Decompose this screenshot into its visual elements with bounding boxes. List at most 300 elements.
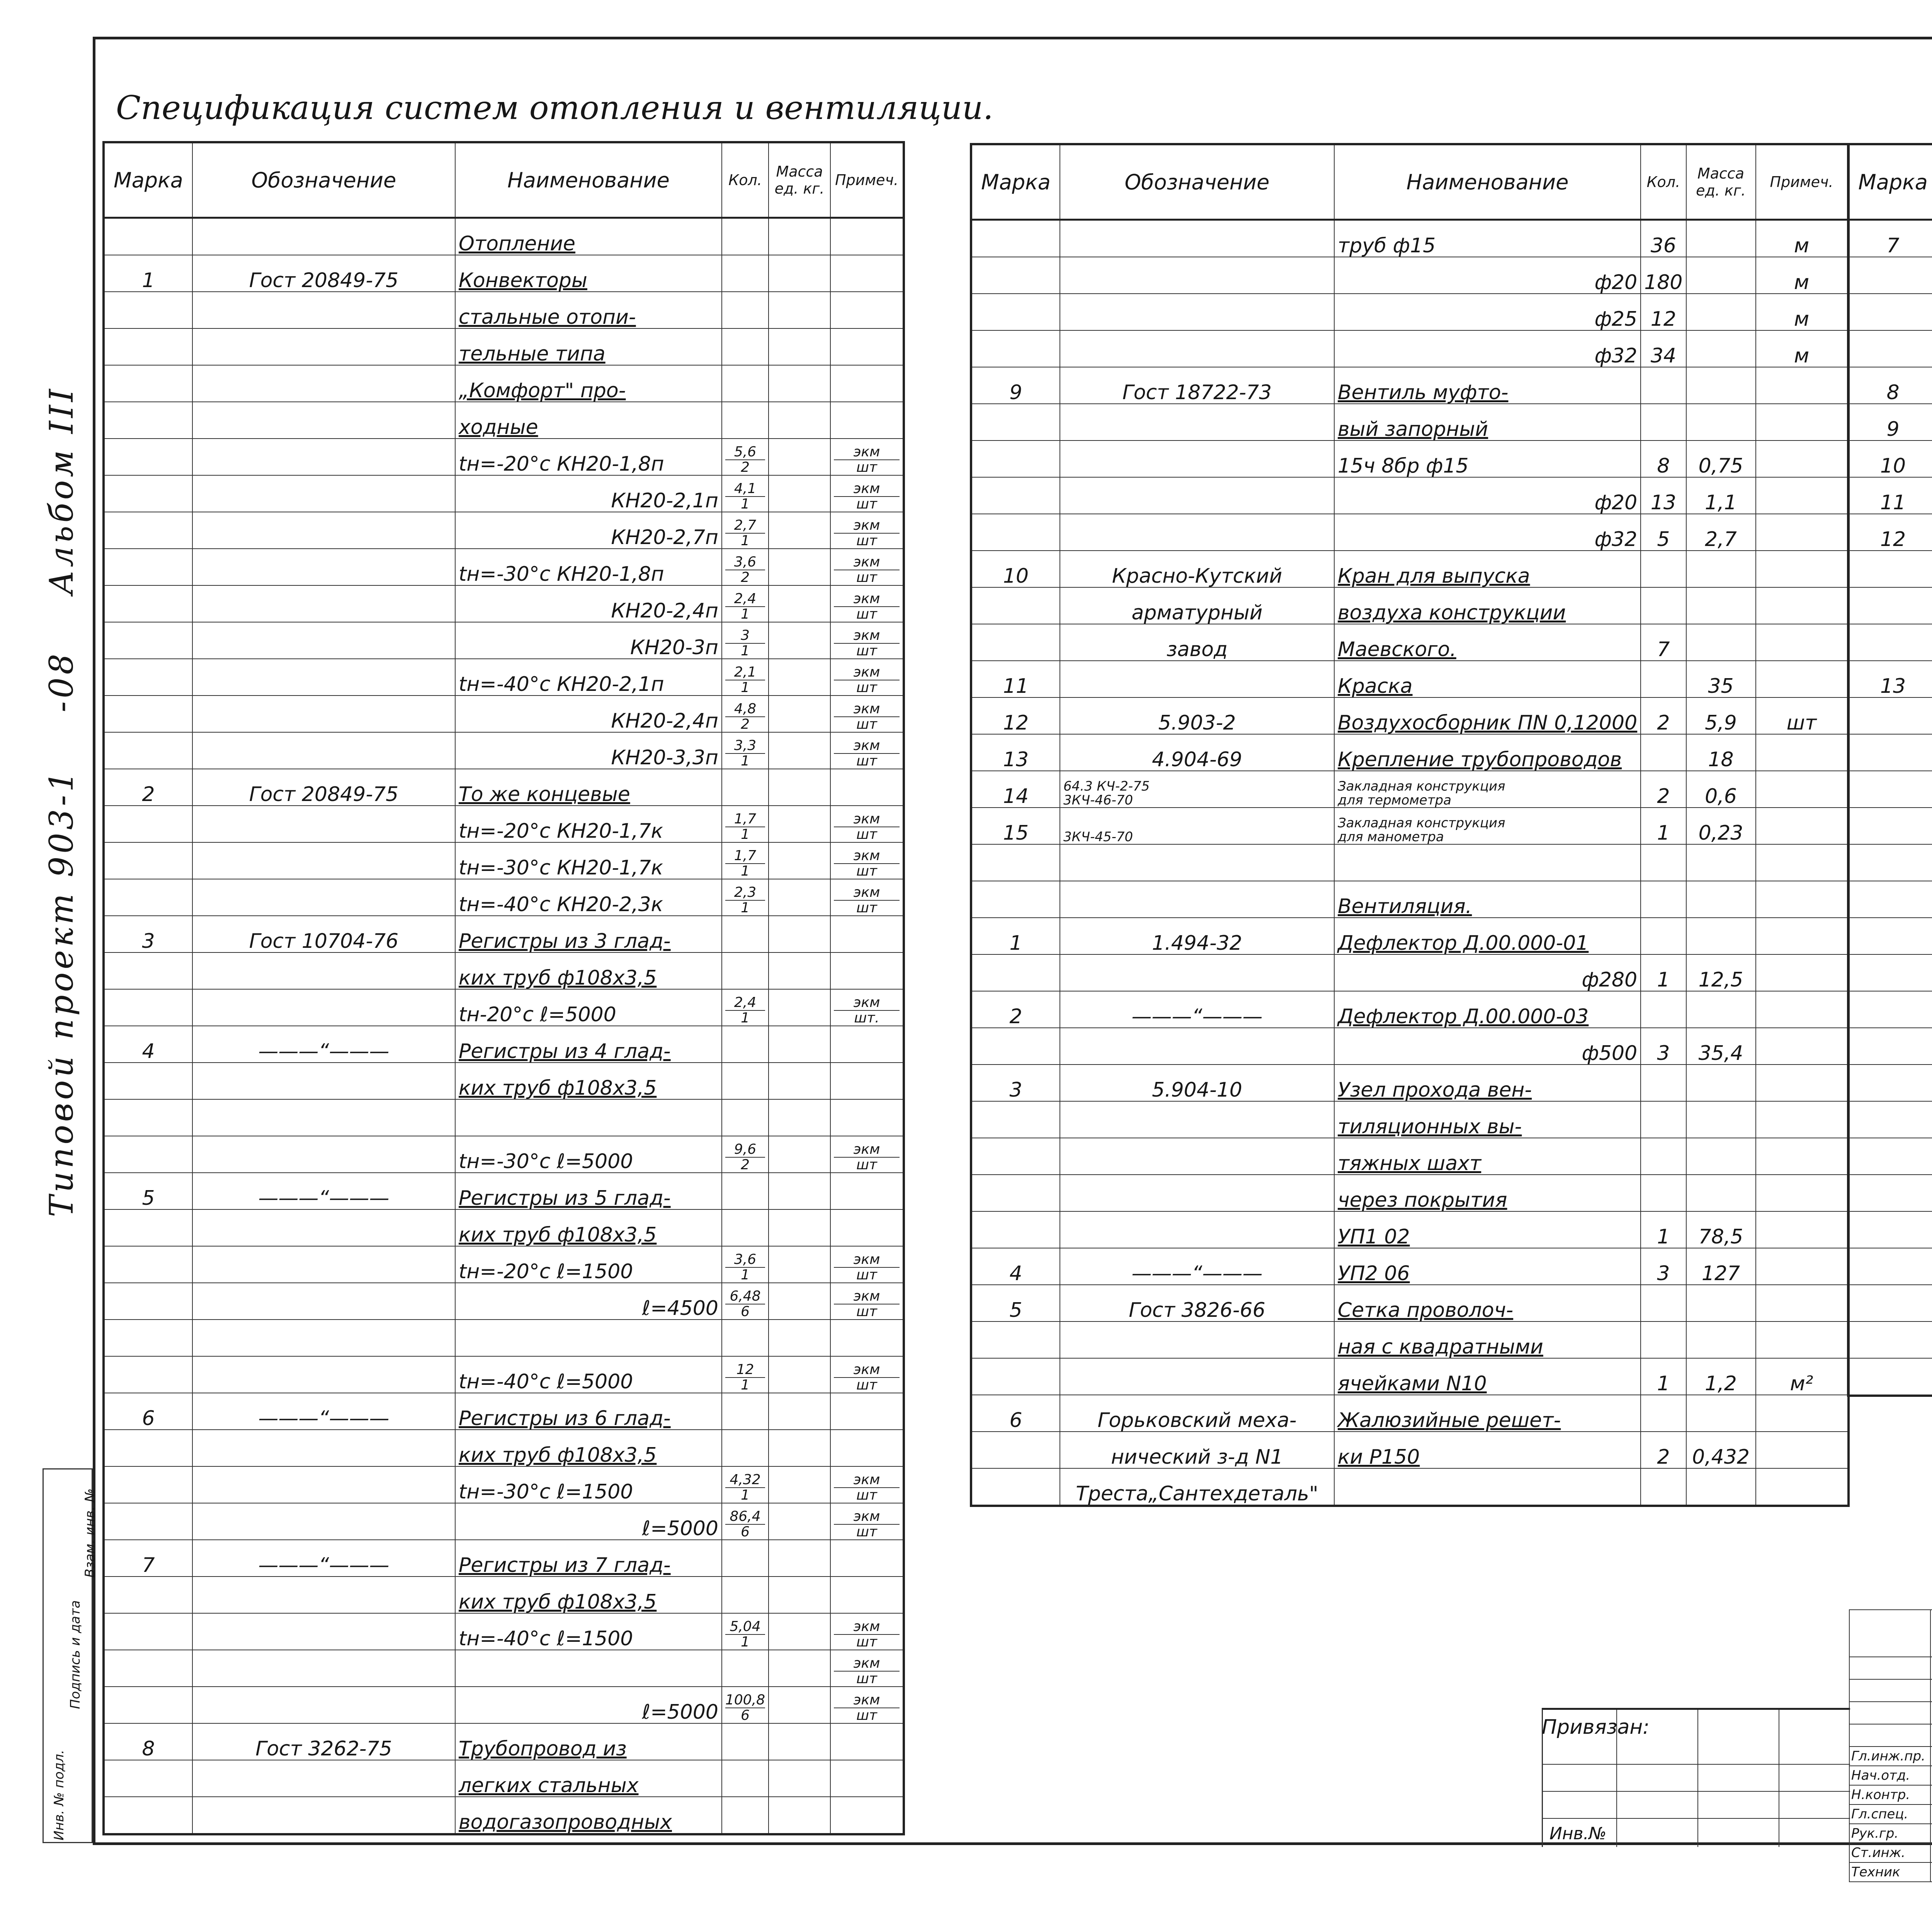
cell-mark [104, 879, 192, 916]
qty-numerator: 2,1 [725, 665, 765, 680]
qty-fraction [725, 1509, 765, 1539]
mass-value: 127 [1701, 1262, 1740, 1285]
cell-mark [104, 1466, 192, 1503]
table-row [1848, 1101, 1932, 1138]
table-row [104, 1209, 904, 1246]
cell-note [830, 1173, 904, 1209]
qty-fraction [725, 1473, 765, 1503]
cell-mark [104, 952, 192, 989]
cell-note [830, 1136, 904, 1173]
mass-value: 1,1 [1705, 491, 1737, 514]
cell-mass [769, 622, 830, 659]
cell-name [1334, 294, 1641, 330]
cell-note [1756, 1065, 1849, 1101]
table-row [104, 1650, 904, 1687]
designation-value: 5.903-2 [1158, 711, 1236, 734]
cell-mass [1686, 991, 1756, 1028]
cell-designation [1060, 844, 1334, 881]
cell-designation [192, 1687, 455, 1723]
stamp-cell [1849, 1702, 1930, 1724]
mark-value: 14 [1003, 785, 1029, 808]
designation-value: Гост 3262-75 [255, 1737, 392, 1760]
designation-value: Треста„Сантехдеталь" [1076, 1482, 1318, 1505]
cell-name [455, 1797, 722, 1834]
col-note: Примеч. [830, 142, 904, 218]
cell-note [830, 1797, 904, 1834]
note-fraction [834, 1656, 900, 1686]
name-value: УП2 06 [1338, 1262, 1410, 1285]
cell-mass [1686, 1028, 1756, 1065]
designation-value: Гост 20849-75 [249, 783, 399, 806]
cell-note [830, 659, 904, 696]
note-top: экм [834, 592, 900, 607]
cell-qty [1641, 844, 1686, 881]
cell-note [830, 218, 904, 255]
cell-mark [1848, 1065, 1932, 1101]
cell-mass [769, 1650, 830, 1687]
col-mark: Марка [104, 142, 192, 218]
cell-name [455, 1577, 722, 1613]
name-value: Вентиль муфто- [1338, 381, 1509, 404]
name-value-2: для термометра [1338, 793, 1452, 808]
cell-note [1756, 257, 1849, 294]
note-fraction [834, 1362, 900, 1393]
qty-denominator: 1 [741, 900, 750, 916]
qty-value: 12 [1650, 308, 1676, 330]
designation-value: ———“——— [1131, 1005, 1263, 1028]
qty-value: 34 [1650, 344, 1676, 367]
cell-note [830, 1577, 904, 1613]
col-mass: Масса ед. кг. [769, 142, 830, 218]
cell-mass [769, 1430, 830, 1466]
table-row [104, 1687, 904, 1723]
note-fraction [834, 445, 900, 475]
cell-designation [1060, 1175, 1334, 1211]
cell-mark [971, 330, 1060, 367]
cell-note [1756, 440, 1849, 477]
note-top: экм [834, 1509, 900, 1525]
note-bottom: шт [856, 1304, 878, 1320]
cell-designation [1060, 1028, 1334, 1065]
cell-name [1334, 440, 1641, 477]
cell-mark [1848, 624, 1932, 661]
qty-numerator: 3,6 [725, 1252, 765, 1268]
table-row [104, 842, 904, 879]
cell-qty [722, 402, 769, 439]
cell-mass [1686, 1248, 1756, 1285]
name-value: КН20-2,4п [611, 709, 718, 732]
table-row [1848, 954, 1932, 991]
stamp-row [1849, 1679, 1932, 1702]
cell-mass [1686, 771, 1756, 808]
cell-qty [722, 218, 769, 255]
cell-name [455, 439, 722, 475]
table-row [971, 1432, 1849, 1468]
table-row [1848, 551, 1932, 587]
table-row [104, 1246, 904, 1283]
cell-mark [971, 918, 1060, 954]
designation-value: Гост 3826-66 [1129, 1299, 1265, 1321]
table-row [1848, 661, 1932, 697]
qty-fraction [725, 1619, 765, 1650]
stamp-cell [1930, 1702, 1932, 1724]
cell-mass [769, 732, 830, 769]
cell-name [455, 475, 722, 512]
note-bottom: шт [856, 716, 878, 732]
designation-value: ———“——— [258, 1554, 389, 1577]
mass-value: 12,5 [1698, 968, 1743, 991]
qty-denominator: 1 [741, 1010, 750, 1026]
note-fraction [834, 518, 900, 548]
qty-value: 36 [1650, 234, 1676, 257]
cell-name [455, 842, 722, 879]
stamp-row [1849, 1766, 1932, 1785]
cell-designation [192, 1430, 455, 1466]
table-row [1848, 1065, 1932, 1101]
cell-note [830, 1209, 904, 1246]
cell-mass [1686, 1285, 1756, 1321]
cell-qty [1641, 1468, 1686, 1506]
cell-designation [1060, 367, 1334, 404]
cell-note [1756, 551, 1849, 587]
cell-designation [192, 1246, 455, 1283]
cell-note [1756, 661, 1849, 697]
table-row [104, 622, 904, 659]
table-row [104, 732, 904, 769]
cell-mark [971, 514, 1060, 551]
cell-designation [192, 696, 455, 732]
table-row [104, 1026, 904, 1063]
designation-value: ———“——— [1131, 1262, 1263, 1285]
qty-value: 5 [1657, 528, 1670, 551]
cell-mark [971, 440, 1060, 477]
table-row [1848, 1358, 1932, 1396]
cell-mark [104, 842, 192, 879]
note-top: экм [834, 1693, 900, 1708]
cell-designation [192, 439, 455, 475]
cell-qty [1641, 1248, 1686, 1285]
cell-mark [104, 989, 192, 1026]
qty-fraction [725, 445, 765, 475]
mark-value: 4 [142, 1040, 155, 1063]
cell-designation [1060, 1285, 1334, 1321]
cell-name [455, 879, 722, 916]
cell-qty [722, 1246, 769, 1283]
cell-mark [104, 769, 192, 806]
cell-mass [769, 842, 830, 879]
cell-note [830, 879, 904, 916]
cell-designation [1060, 661, 1334, 697]
cell-note [1756, 954, 1849, 991]
cell-qty [1641, 551, 1686, 587]
note-fraction [834, 1252, 900, 1282]
qty-fraction [725, 518, 765, 548]
stamp-row [1849, 1862, 1932, 1882]
qty-denominator: 1 [741, 680, 750, 696]
qty-fraction [725, 628, 765, 658]
cell-mark [104, 1430, 192, 1466]
qty-fraction [725, 849, 765, 879]
mass-value: 35,4 [1698, 1042, 1743, 1065]
cell-name [455, 1430, 722, 1466]
note-fraction [834, 995, 900, 1026]
qty-value: 3 [1657, 1262, 1670, 1285]
cell-mass [1686, 1175, 1756, 1211]
cell-designation [192, 1209, 455, 1246]
cell-mark [971, 1432, 1060, 1468]
stamp-role: Гл.инж.пр. [1849, 1747, 1930, 1766]
name-value: КН20-2,7п [611, 526, 718, 549]
cell-mass [769, 1723, 830, 1760]
table-row [1848, 734, 1932, 771]
qty-numerator: 4,32 [725, 1473, 765, 1488]
cell-mark [1848, 551, 1932, 587]
cell-mark [1848, 918, 1932, 954]
cell-designation [192, 1063, 455, 1099]
cell-mass [1686, 1468, 1756, 1506]
cell-name [455, 1320, 722, 1356]
name-value: Регистры из 7 глад- [459, 1554, 671, 1577]
cell-note [830, 1650, 904, 1687]
cell-mark [1848, 477, 1932, 514]
cell-mark [104, 1320, 192, 1356]
name-value: КН20-3,3п [611, 746, 718, 769]
cell-qty [1641, 918, 1686, 954]
cell-name [1334, 1248, 1641, 1285]
cell-designation [1060, 551, 1334, 587]
mark-value: 5 [142, 1187, 155, 1209]
table-row [1848, 918, 1932, 954]
table-row [971, 257, 1849, 294]
cell-designation [1060, 514, 1334, 551]
cell-mass [769, 1393, 830, 1430]
table-row [104, 292, 904, 328]
cell-mark [1848, 1321, 1932, 1358]
cell-mark [1848, 881, 1932, 918]
table-row [1848, 624, 1932, 661]
cell-mass [1686, 257, 1756, 294]
table-row [104, 1136, 904, 1173]
cell-mark [971, 551, 1060, 587]
qty-fraction [725, 738, 765, 769]
cell-name [1334, 808, 1641, 844]
cell-mark [1848, 844, 1932, 881]
cell-name [455, 1650, 722, 1687]
name-value: tн=-40°с ℓ=1500 [459, 1627, 633, 1650]
cell-mark [104, 1503, 192, 1540]
cell-name [455, 1356, 722, 1393]
table-row [971, 551, 1849, 587]
table-row [1848, 220, 1932, 257]
qty-fraction [725, 812, 765, 842]
cell-name [455, 1613, 722, 1650]
qty-value: 2 [1657, 785, 1670, 808]
designation-value: ———“——— [258, 1407, 389, 1430]
cell-name [455, 732, 722, 769]
cell-mark [971, 1395, 1060, 1432]
name-value: Регистры из 4 глад- [459, 1040, 671, 1063]
cell-qty [1641, 1028, 1686, 1065]
cell-note [830, 916, 904, 952]
cell-mark [1848, 1175, 1932, 1211]
cell-note [1756, 1138, 1849, 1175]
table-row [104, 1430, 904, 1466]
note-fraction [834, 849, 900, 879]
cell-name [455, 806, 722, 842]
table-row [1848, 367, 1932, 404]
cell-mark [1848, 367, 1932, 404]
table-row [1848, 294, 1932, 330]
note-value: м [1794, 271, 1810, 294]
cell-mark [104, 1650, 192, 1687]
name-value: Кран для выпуска [1338, 565, 1530, 587]
table-row [104, 952, 904, 989]
side-label-sign: Подпись и дата [68, 1600, 83, 1709]
note-fraction [834, 592, 900, 622]
mark-value: 3 [1009, 1078, 1022, 1101]
mark-value: 9 [1886, 418, 1900, 440]
table-row [1848, 404, 1932, 440]
stamp-cell [1930, 1657, 1932, 1679]
mark-value: 8 [1886, 381, 1900, 404]
cell-designation [192, 1099, 455, 1136]
cell-note [1756, 220, 1849, 257]
table-row [1848, 257, 1932, 294]
table-row [971, 844, 1849, 881]
qty-numerator: 9,6 [725, 1142, 765, 1158]
cell-designation [1060, 440, 1334, 477]
note-bottom: шт [856, 643, 878, 659]
table-row [971, 1468, 1849, 1506]
cell-designation [1060, 697, 1334, 734]
stamp-person [1930, 1843, 1932, 1862]
cell-name [455, 1540, 722, 1577]
table-row [1848, 1321, 1932, 1358]
cell-mark [971, 734, 1060, 771]
name-value: Закладная конструкция [1338, 779, 1505, 794]
cell-mass [769, 512, 830, 549]
note-top: экм [834, 1473, 900, 1488]
cell-mark [971, 697, 1060, 734]
cell-name [455, 1687, 722, 1723]
table-row [971, 330, 1849, 367]
mark-value: 10 [1880, 454, 1906, 477]
cell-mark [971, 1028, 1060, 1065]
name-value: Вентиляция. [1338, 895, 1472, 918]
cell-name [1334, 404, 1641, 440]
name-value: Сетка проволоч- [1338, 1299, 1514, 1321]
cell-note [830, 842, 904, 879]
cell-mass [1686, 1321, 1756, 1358]
cell-mass [769, 365, 830, 402]
cell-designation [1060, 624, 1334, 661]
qty-value: 1 [1657, 1372, 1670, 1395]
cell-note [1756, 991, 1849, 1028]
table-row [1848, 991, 1932, 1028]
cell-name [1334, 1321, 1641, 1358]
cell-note [1756, 294, 1849, 330]
table-row [971, 1285, 1849, 1321]
note-bottom: шт [856, 606, 878, 622]
cell-mass [769, 1320, 830, 1356]
cell-note [830, 732, 904, 769]
cell-note [1756, 367, 1849, 404]
mark-value: 12 [1003, 711, 1029, 734]
cell-mass [1686, 404, 1756, 440]
name-value: tн=-30°с ℓ=1500 [459, 1480, 633, 1503]
note-value: м² [1790, 1372, 1813, 1395]
cell-name [1334, 1065, 1641, 1101]
cell-note [1756, 477, 1849, 514]
qty-denominator: 1 [741, 496, 750, 512]
cell-designation [192, 769, 455, 806]
mark-value: 12 [1880, 528, 1906, 551]
name-value: тиляционных вы- [1338, 1115, 1522, 1138]
cell-name [1334, 1101, 1641, 1138]
cell-designation [1060, 477, 1334, 514]
qty-fraction [725, 481, 765, 512]
qty-numerator: 12 [725, 1362, 765, 1378]
cell-mark [1848, 587, 1932, 624]
qty-numerator: 2,4 [725, 592, 765, 607]
stamp-person [1930, 1824, 1932, 1843]
cell-designation [192, 842, 455, 879]
note-top: экм [834, 1289, 900, 1304]
table-row [104, 475, 904, 512]
note-top: экм [834, 1362, 900, 1378]
cell-qty [722, 365, 769, 402]
cell-mark [104, 1613, 192, 1650]
cell-note [1756, 697, 1849, 734]
cell-mass [1686, 514, 1756, 551]
cell-qty [722, 1650, 769, 1687]
stamp-cell [1930, 1679, 1932, 1702]
cell-mark [971, 661, 1060, 697]
table-row [971, 294, 1849, 330]
cell-mass [769, 1136, 830, 1173]
cell-designation [1060, 220, 1334, 257]
stamp-person [1930, 1804, 1932, 1824]
cell-qty [722, 1026, 769, 1063]
cell-mark [971, 991, 1060, 1028]
cell-designation [192, 255, 455, 292]
col-qty: Кол. [722, 142, 769, 218]
cell-note [830, 806, 904, 842]
table-row [971, 624, 1849, 661]
cell-note [1756, 771, 1849, 808]
cell-qty [1641, 808, 1686, 844]
cell-mass [1686, 661, 1756, 697]
cell-qty [722, 328, 769, 365]
cell-mass [1686, 1101, 1756, 1138]
cell-mark [971, 294, 1060, 330]
cell-note [830, 989, 904, 1026]
stamp-person [1930, 1766, 1932, 1785]
cell-qty [1641, 1101, 1686, 1138]
cell-mass [1686, 1065, 1756, 1101]
cell-qty [722, 439, 769, 475]
note-top: экм [834, 555, 900, 570]
cell-designation [192, 1540, 455, 1577]
cell-qty [722, 255, 769, 292]
stamp-cell [1930, 1724, 1932, 1747]
cell-mass [1686, 294, 1756, 330]
cell-mass [769, 1173, 830, 1209]
note-fraction [834, 628, 900, 658]
cell-qty [1641, 1138, 1686, 1175]
name-value: УП1 02 [1338, 1225, 1410, 1248]
cell-mark [971, 808, 1060, 844]
